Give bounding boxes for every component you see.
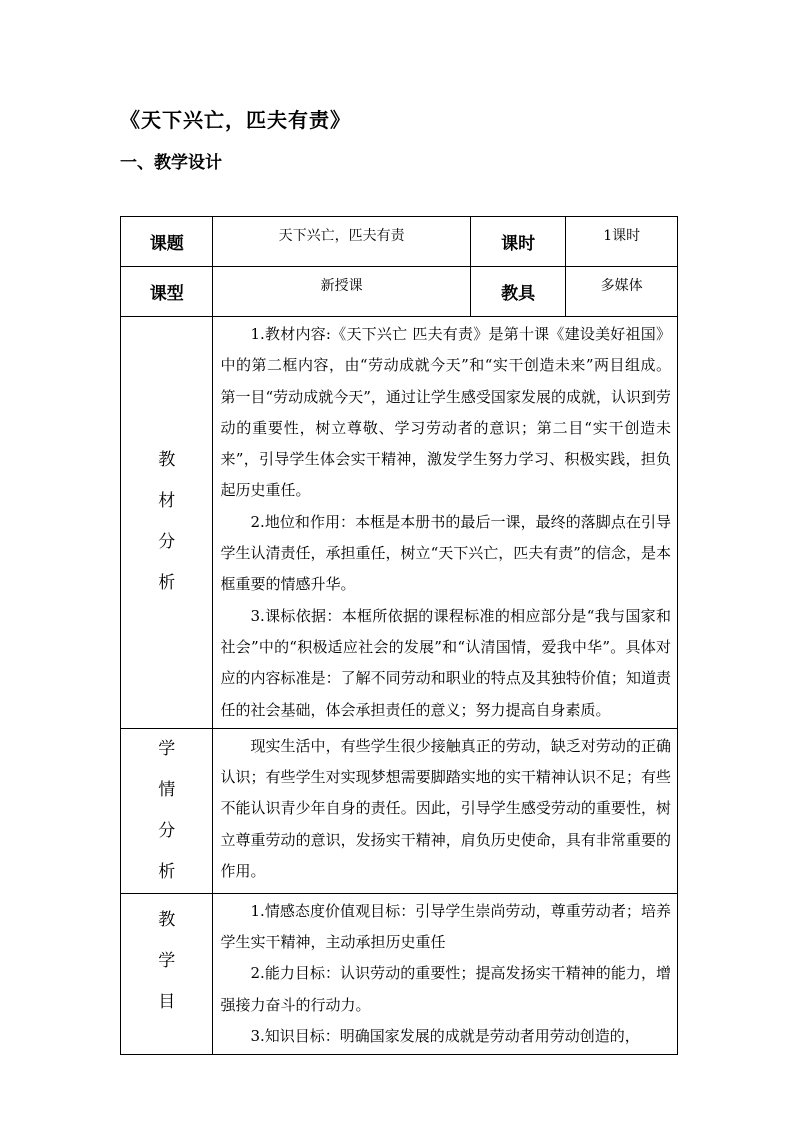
label-char: 分 [158,820,176,841]
paragraph: 2.地位和作用：本框是本册书的最后一课，最终的落脚点在引导学生认清责任，承担重任，树立“天下兴亡，匹夫有责”的信念，是本框重要的情感升华。 [220,512,671,594]
textbook-analysis-content [213,317,678,729]
teaching-goals-label [121,893,213,1054]
teaching-goals-content [213,893,678,1054]
document-title: 《天下兴亡，匹夫有责》 [120,108,351,132]
paragraph: 3.知识目标：明确国家发展的成就是劳动者用劳动创造的， [250,1027,640,1046]
label-char: 析 [158,861,176,882]
table-row [121,317,678,729]
teaching-aids-value: 多媒体 [566,267,678,317]
table-row [121,267,678,317]
paragraph: 1.教材内容:《天下兴亡 匹夫有责》是第十课《建设美好祖国》中的第二框内容，由“劳动成就今天”和“实干创造未来”两目组成。第一目“劳动成就今天”，通过让学生感受国家发展的成就，认识到劳动的重要性，树立尊敬、学习劳动者的意识；第二目“实干创造未来”，引导学生体会实干精神，激发学生努力学习、积极实践，担负起历史重任。 [220,325,671,500]
lesson-type-value: 新授课 [213,267,470,317]
paragraph: 2.能力目标：认识劳动的重要性；提高发扬实干精神的能力，增强接力奋斗的行动力。 [220,964,671,1014]
label-char: 教 [158,909,176,930]
label-char: 学 [158,738,176,759]
student-analysis-content [213,728,678,893]
student-analysis-label [121,728,213,893]
paragraph: 现实生活中，有些学生很少接触真正的劳动，缺乏对劳动的正确认识；有些学生对实现梦想需要脚踏实地的实干精神认识不足；有些不能认识青少年自身的责任。因此，引导学生感受劳动的重要性，树立尊重劳动的意识，发扬实干精神，肩负历史使命，具有非常重要的作用。 [220,736,671,881]
label-char: 析 [158,573,176,594]
paragraph: 3.课标依据：本框所依据的课程标准的相应部分是“我与国家和社会”中的“积极适应社会的发展”和“认清国情，爱我中华”。具体对应的内容标准是：了解不同劳动和职业的特点及其独特价值；知道责任的社会基础，体会承担责任的意义；努力提高自身素质。 [220,606,671,719]
table-row [121,217,678,267]
label-char: 学 [158,950,176,971]
lesson-plan-table [120,216,678,1055]
label-char: 情 [158,779,176,800]
lesson-topic-value: 天下兴亡，匹夫有责 [213,217,470,267]
label-char: 目 [158,991,176,1012]
label-char: 分 [158,532,176,553]
table-row [121,893,678,1054]
table-row [121,728,678,893]
teaching-aids-label: 教具 [470,267,566,317]
section-heading: 一、教学设计 [120,153,222,173]
paragraph: 1.情感态度价值观目标：引导学生崇尚劳动，尊重劳动者；培养学生实干精神，主动承担历史重任 [220,901,671,952]
lesson-type-label: 课型 [121,267,213,317]
lesson-topic-label: 课题 [121,217,213,267]
textbook-analysis-label [121,317,213,729]
class-hours-label: 课时 [470,217,566,267]
label-char: 材 [158,491,176,512]
class-hours-value: 1课时 [566,217,678,267]
label-char: 教 [158,450,176,471]
